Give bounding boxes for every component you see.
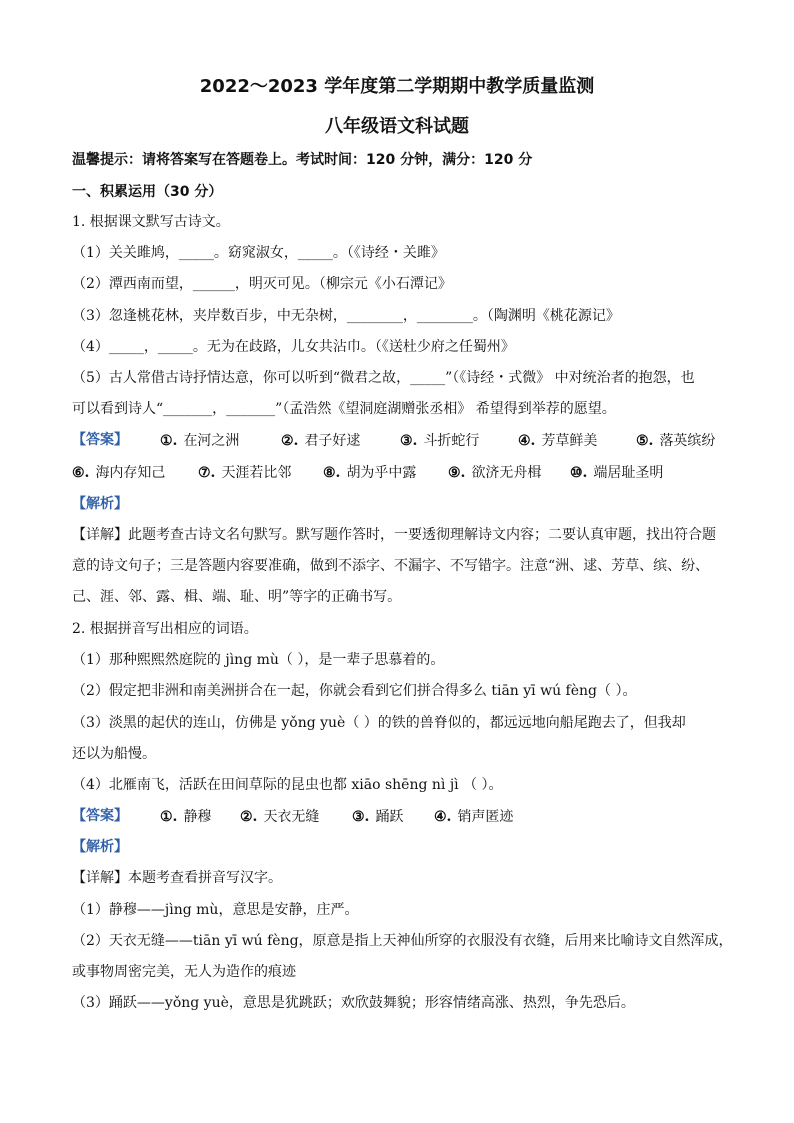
answer-item: ③. 踊跃 bbox=[352, 809, 404, 825]
detail-line: 己、涯、邻、露、楫、端、耻、明”等字的正确书写。 bbox=[72, 589, 402, 605]
analysis-label: 【解析】 bbox=[72, 839, 128, 855]
detail-line: （3）踊跃——yǒng yuè，意思是犹跳跃；欢欣鼓舞貌；形容情绪高涨、热烈，争先恐后。 bbox=[72, 995, 635, 1011]
question-1-stem: 1. 根据课文默写古诗文。 bbox=[72, 214, 230, 230]
page-subtitle: 八年级语文科试题 bbox=[325, 116, 469, 137]
question-1-item: （3）忽逢桃花林，夹岸数百步，中无杂树，________，________。（陶渊明《桃花源记》 bbox=[72, 308, 620, 324]
question-2-stem: 2. 根据拼音写出相应的词语。 bbox=[72, 621, 258, 637]
answer-item: ④. 芳草鲜美 bbox=[518, 433, 598, 449]
answer-item: ②. 君子好逑 bbox=[281, 433, 361, 449]
detail-paragraph: 【详解】此题考查古诗文名句默写。默写题作答时，一要透彻理解诗文内容；二要认真审题，找出符合题 bbox=[72, 527, 716, 543]
question-1-item: 可以看到诗人“_______，_______”（孟浩然《望洞庭湖赠张丞相》 希望得到举荐的愿望。 bbox=[72, 401, 616, 417]
detail-label: 【详解】 bbox=[72, 870, 128, 886]
question-2-item: 还以为船慢。 bbox=[72, 746, 156, 762]
question-2-item: （1）那种熙熙然庭院的 jìng mù（ ），是一辈子思慕着的。 bbox=[72, 652, 445, 668]
question-1-item: （5）古人常借古诗抒情达意，你可以听到“微君之故，_____”（《诗经・式微》 中对统治者的抱怨，也 bbox=[72, 370, 695, 386]
detail-paragraph: 【详解】本题考查看拼音写汉字。 bbox=[72, 870, 282, 886]
question-1-item: （1）关关雎鸠，_____。窈窕淑女，_____。（《诗经・关雎》 bbox=[72, 245, 445, 261]
analysis-label: 【解析】 bbox=[72, 496, 128, 512]
answer-item: ⑤. 落英缤纷 bbox=[636, 433, 716, 449]
detail-line: （1）静穆——jìng mù，意思是安静，庄严。 bbox=[72, 902, 359, 918]
question-1-item: （4）_____，_____。无为在歧路，儿女共沾巾。（《送杜少府之任蜀州》 bbox=[72, 339, 515, 355]
answer-item: ①. 在河之洲 bbox=[160, 433, 240, 449]
answer-item: ①. 静穆 bbox=[160, 809, 212, 825]
answer-label: 【答案】 bbox=[72, 808, 128, 824]
answer-item: ⑨. 欲济无舟楫 bbox=[448, 465, 542, 481]
question-2-item: （2）假定把非洲和南美洲拼合在一起，你就会看到它们拼合得多么 tiān yī wú fèng（ ）。 bbox=[72, 683, 637, 699]
question-1-item: （2）潭西南而望，______，明灭可见。（柳宗元《小石潭记》 bbox=[72, 276, 452, 292]
section-heading: 一、积累运用（30 分） bbox=[72, 184, 223, 200]
answer-item: ③. 斗折蛇行 bbox=[400, 433, 480, 449]
answer-item: ②. 天衣无缝 bbox=[240, 809, 320, 825]
question-2-item: （3）淡黑的起伏的连山，仿佛是 yǒng yuè（ ）的铁的兽脊似的，都远远地向船尾跑去了，但我却 bbox=[72, 715, 686, 731]
question-2-item: （4）北雁南飞，活跃在田间草际的昆虫也都 xiāo shēng nì jì （ ）。 bbox=[72, 777, 503, 793]
detail-line: （2）天衣无缝——tiān yī wú fèng，原意是指上天神仙所穿的衣服没有衣缝，后用来比喻诗文自然浑成， bbox=[72, 933, 733, 949]
detail-line: 或事物周密完美，无人为造作的痕迹 bbox=[72, 964, 296, 980]
answer-item: ⑥. 海内存知己 bbox=[72, 465, 166, 481]
detail-line: 意的诗文句子；三是答题内容要准确，做到不添字、不漏字、不写错字。注意“洲、逑、芳草、缤、纷、 bbox=[72, 558, 710, 574]
answer-item: ⑩. 端居耻圣明 bbox=[570, 465, 664, 481]
answer-label: 【答案】 bbox=[72, 432, 128, 448]
detail-label: 【详解】 bbox=[72, 527, 128, 543]
answer-item: ④. 销声匿迹 bbox=[434, 809, 514, 825]
answer-item: ⑦. 天涯若比邻 bbox=[198, 465, 292, 481]
exam-notice: 温馨提示：请将答案写在答题卷上。考试时间：120 分钟，满分：120 分 bbox=[72, 152, 533, 168]
page-title: 2022～2023 学年度第二学期期中教学质量监测 bbox=[199, 76, 595, 97]
answer-item: ⑧. 胡为乎中露 bbox=[323, 465, 417, 481]
